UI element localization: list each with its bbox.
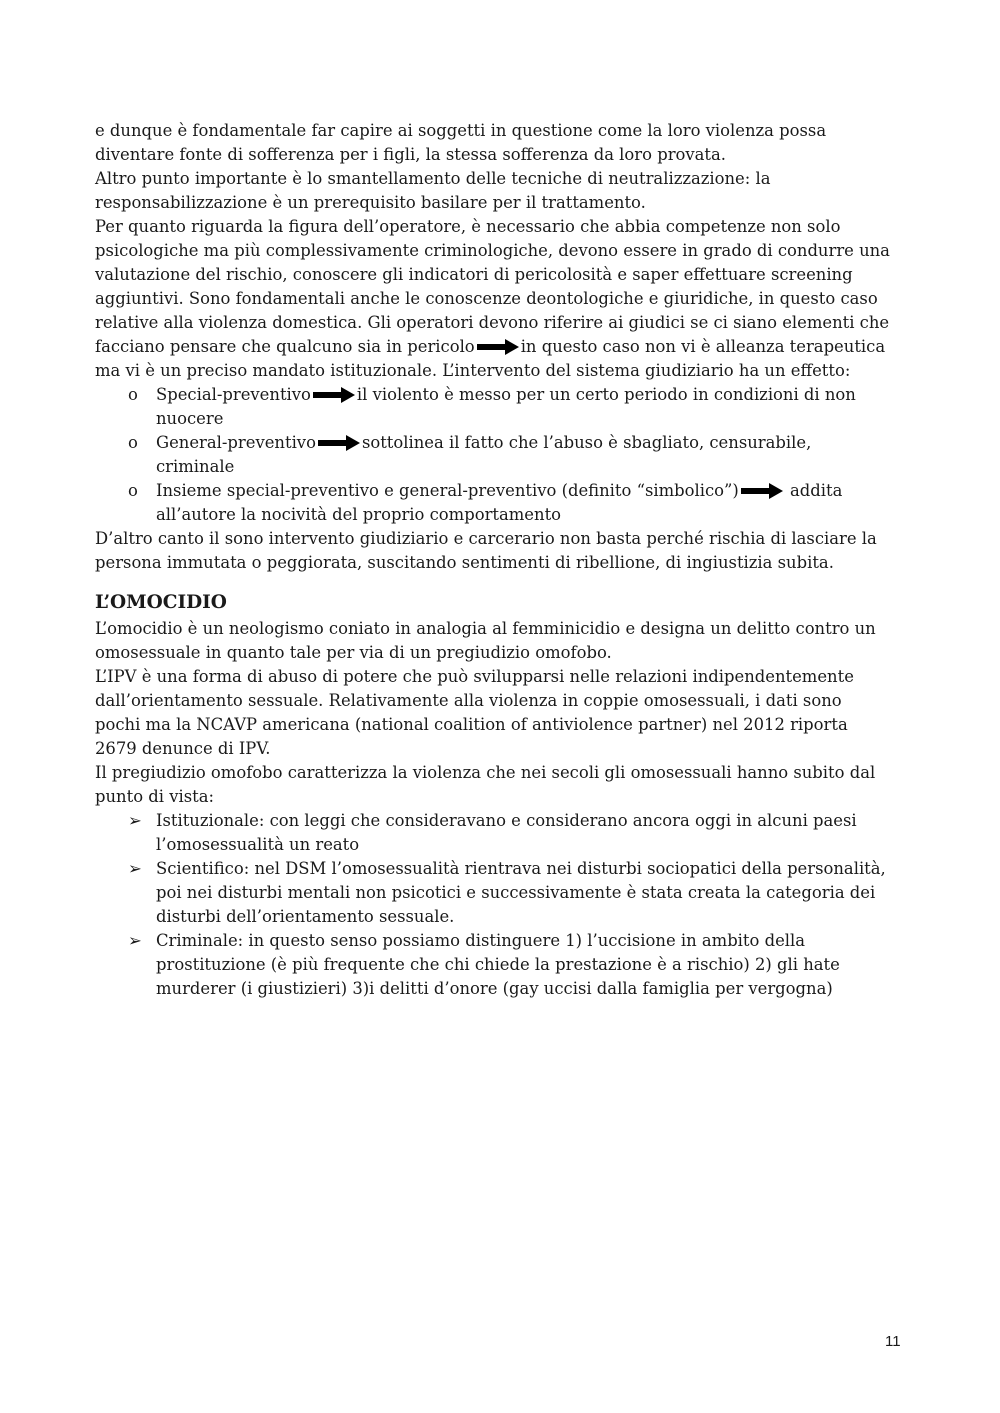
list-item-continuation: poi nei disturbi mentali non psicotici e successivamente è stata creata la categoria dei bbox=[156, 883, 876, 902]
text-line: valutazione del rischio, conoscere gli indicatori di pericolosità e saper effettuare screening bbox=[95, 265, 853, 284]
list-marker: o bbox=[128, 385, 138, 404]
text-line: ma vi è un preciso mandato istituzionale. L’intervento del sistema giudiziario ha un effetto: bbox=[95, 361, 851, 380]
list-item-continuation: nuocere bbox=[156, 409, 224, 428]
text-line: omosessuale in quanto tale per via di un pregiudizio omofobo. bbox=[95, 643, 612, 662]
text-line: e dunque è fondamentale far capire ai soggetti in questione come la loro violenza possa bbox=[95, 121, 827, 140]
list-item bbox=[95, 479, 910, 503]
text-span: il violento è messo per un certo periodo in condizioni di non bbox=[356, 385, 856, 404]
list-item bbox=[95, 929, 910, 953]
list-item bbox=[95, 431, 910, 455]
text-span: addita bbox=[790, 481, 843, 500]
text-span: sottolinea il fatto che l’abuso è sbagliato, censurabile, bbox=[361, 433, 812, 452]
text-line: D’altro canto il sono intervento giudiziario e carcerario non basta perché rischia di lasciare la bbox=[95, 529, 877, 548]
list-item-continuation: criminale bbox=[156, 457, 235, 476]
text-line: relative alla violenza domestica. Gli operatori devono riferire ai giudici se ci siano elementi che bbox=[95, 313, 890, 332]
text-span: Istituzionale: con leggi che consideravano e considerano ancora oggi in alcuni paesi bbox=[156, 811, 857, 830]
text-line: responsabilizzazione è un prerequisito basilare per il trattamento. bbox=[95, 193, 646, 212]
list-item bbox=[95, 857, 910, 881]
text-span: Criminale: in questo senso possiamo distinguere 1) l’uccisione in ambito della bbox=[156, 931, 806, 950]
text-line: persona immutata o peggiorata, suscitando sentimenti di ribellione, di ingiustizia subita. bbox=[95, 553, 834, 572]
list-marker: o bbox=[128, 481, 138, 500]
text-span: General-preventivo bbox=[156, 433, 316, 452]
text-line: psicologiche ma più complessivamente criminologiche, devono essere in grado di condurre una bbox=[95, 241, 890, 260]
text-line: L’omocidio è un neologismo coniato in analogia al femminicidio e designa un delitto contro un bbox=[95, 619, 876, 638]
page-body bbox=[95, 119, 910, 1001]
list-item-continuation: prostituzione (è più frequente che chi chiede la prestazione è a rischio) 2) gli hate bbox=[156, 955, 840, 974]
text-line: Per quanto riguarda la figura dell’operatore, è necessario che abbia competenze non solo bbox=[95, 217, 841, 236]
text-span: in questo caso non vi è alleanza terapeutica bbox=[520, 337, 886, 356]
text-line: Il pregiudizio omofobo caratterizza la violenza che nei secoli gli omosessuali hanno subito dal bbox=[95, 763, 876, 782]
right-arrow-icon bbox=[741, 483, 783, 499]
list-item bbox=[95, 383, 910, 407]
bullet-arrow-icon: ➢ bbox=[128, 859, 142, 878]
text-line: aggiuntivi. Sono fondamentali anche le conoscenze deontologiche e giuridiche, in questo caso bbox=[95, 289, 878, 308]
text-span: Special-preventivo bbox=[156, 385, 311, 404]
text-line: L’IPV è una forma di abuso di potere che può svilupparsi nelle relazioni indipendentemente bbox=[95, 667, 854, 686]
text-line bbox=[95, 335, 910, 359]
text-span: Insieme special-preventivo e general-preventivo (definito “simbolico”) bbox=[156, 481, 739, 500]
list-item-continuation: disturbi dell’orientamento sessuale. bbox=[156, 907, 455, 926]
list-marker: o bbox=[128, 433, 138, 452]
list-item bbox=[95, 809, 910, 833]
list-item-continuation: all’autore la nocività del proprio comportamento bbox=[156, 505, 562, 524]
bullet-arrow-icon: ➢ bbox=[128, 811, 142, 830]
right-arrow-icon bbox=[318, 435, 360, 451]
text-line: pochi ma la NCAVP americana (national coalition of antiviolence partner) nel 2012 riporta bbox=[95, 715, 848, 734]
right-arrow-icon bbox=[313, 387, 355, 403]
list-item-continuation: l’omosessualità un reato bbox=[156, 835, 360, 854]
text-line: diventare fonte di sofferenza per i figli, la stessa sofferenza da loro provata. bbox=[95, 145, 726, 164]
text-line: dall’orientamento sessuale. Relativamente alla violenza in coppie omosessuali, i dati sono bbox=[95, 691, 842, 710]
text-line: Altro punto importante è lo smantellamento delle tecniche di neutralizzazione: la bbox=[95, 169, 771, 188]
section-heading: L’OMOCIDIO bbox=[95, 592, 227, 613]
text-span: facciano pensare che qualcuno sia in pericolo bbox=[95, 337, 475, 356]
bullet-arrow-icon: ➢ bbox=[128, 931, 142, 950]
list-item-continuation: murderer (i giustizieri) 3)i delitti d’onore (gay uccisi dalla famiglia per vergogna) bbox=[156, 979, 833, 998]
text-span: Scientifico: nel DSM l’omosessualità rientrava nei disturbi sociopatici della personalità, bbox=[156, 859, 886, 878]
text-line: 2679 denunce di IPV. bbox=[95, 739, 271, 758]
page-number: 11 bbox=[885, 1333, 901, 1350]
right-arrow-icon bbox=[477, 339, 519, 355]
text-line: punto di vista: bbox=[95, 787, 215, 806]
